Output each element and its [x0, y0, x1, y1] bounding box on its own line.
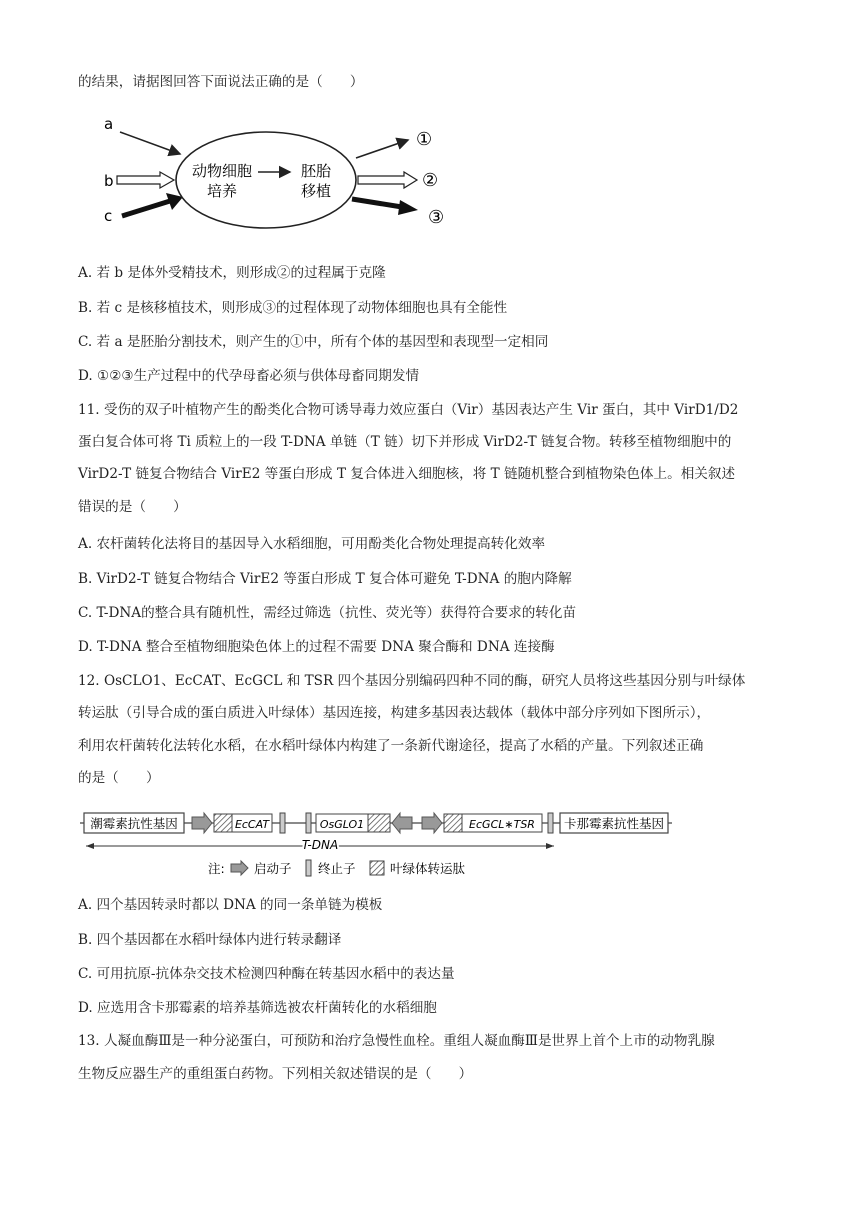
arrow-b [117, 172, 174, 188]
legend-promoter: 启动子 [254, 861, 292, 876]
right-marker-label: 卡那霉素抗性基因 [563, 816, 665, 831]
figure-vector-map [0, 800, 860, 880]
intro-text: 的结果，请据图回答下面说法正确的是（ ） [78, 74, 364, 90]
legend-promoter-icon [231, 861, 248, 875]
q12-option-c: C. 可用抗原-抗体杂交技术检测四种酶在转基因水稻中的表达量 [78, 966, 455, 982]
arrow-out-2 [358, 172, 417, 188]
q12-option-a: A. 四个基因转录时都以 DNA 的同一条单链为模板 [78, 897, 383, 913]
q11-stem-2: 蛋白复合体可将 Ti 质粒上的一段 T-DNA 单链（T 链）切下并形成 VirD2-T 链复合物。转移至植物细胞中的 [78, 434, 732, 450]
q11-option-d: D. T-DNA 整合至植物细胞染色体上的过程不需要 DNA 聚合酶和 DNA 连接酶 [78, 639, 555, 655]
q11-option-c: C. T-DNA的整合具有随机性，需经过筛选（抗性、荧光等）获得符合要求的转化苗 [78, 605, 577, 621]
gene2-label: OsGLO1 [319, 818, 365, 831]
output-1: ① [416, 129, 433, 150]
q10-option-d: D. ①②③生产过程中的代孕母畜必须与供体母畜同期发情 [78, 368, 420, 384]
gene3-label: EcGCL∗TSR [469, 818, 535, 831]
promoter-3 [422, 813, 442, 833]
legend-terminator: 终止子 [318, 861, 356, 876]
q11-stem-1: 11. 受伤的双子叶植物产生的酚类化合物可诱导毒力效应蛋白（Vir）基因表达产生 Vir 蛋白，其中 VirD1/D2 [78, 402, 739, 418]
q10-option-b: B. 若 c 是核移植技术，则形成③的过程体现了动物体细胞也具有全能性 [78, 300, 508, 316]
arrow-out-1 [356, 140, 408, 158]
q12-stem-2: 转运肽（引导合成的蛋白质进入叶绿体）基因连接，构建多基因表达载体（载体中部分序列如下图所示）， [78, 705, 711, 721]
legend-note: 注: [208, 861, 225, 876]
promoter-1 [192, 813, 212, 833]
terminator-2 [306, 813, 311, 833]
tdna-label: T-DNA [301, 838, 339, 852]
input-a-label: a [104, 115, 114, 133]
process-ellipse [176, 132, 356, 228]
q11-stem-4: 错误的是（ ） [78, 499, 187, 515]
q13-stem-1: 13. 人凝血酶Ⅲ是一种分泌蛋白，可预防和治疗急慢性血栓。重组人凝血酶Ⅲ是世界上首个上市的动物乳腺 [78, 1033, 715, 1049]
arrow-a [120, 132, 180, 154]
arrow-c [122, 201, 170, 216]
legend-transit-icon [370, 861, 384, 875]
q11-stem-3: VirD2-T 链复合物结合 VirE2 等蛋白形成 T 复合体进入细胞核，将 T 链随机整合到植物染色体上。相关叙述 [78, 466, 736, 482]
legend-transit: 叶绿体转运肽 [390, 861, 466, 876]
box-left-line2: 培养 [206, 182, 238, 200]
box-right-line2: 移植 [300, 182, 332, 200]
q12-option-b: B. 四个基因都在水稻叶绿体内进行转录翻译 [78, 932, 342, 948]
q11-option-b: B. VirD2-T 链复合物结合 VirE2 等蛋白形成 T 复合体可避免 T-DNA 的胞内降解 [78, 571, 572, 587]
input-b-label: b [104, 172, 114, 190]
legend-terminator-icon [306, 860, 311, 876]
gene1-label: EcCAT [234, 818, 270, 831]
q12-stem-1: 12. OsCLO1、EcCAT、EcGCL 和 TSR 四个基因分别编码四种不同的酶，研究人员将这些基因分别与叶绿体 [78, 673, 746, 689]
promoter-2 [392, 813, 412, 833]
terminator-3 [548, 813, 553, 833]
terminator-1 [280, 813, 285, 833]
arrow-out-3 [352, 199, 402, 207]
output-3: ③ [428, 207, 445, 228]
q10-option-c: C. 若 a 是胚胎分割技术，则产生的①中，所有个体的基因型和表现型一定相同 [78, 334, 549, 350]
box-right-line1: 胚胎 [300, 162, 332, 180]
q12-stem-4: 的是（ ） [78, 770, 160, 786]
output-2: ② [422, 170, 439, 191]
left-marker-label: 潮霉素抗性基因 [90, 816, 178, 831]
q13-stem-2: 生物反应器生产的重组蛋白药物。下列相关叙述错误的是（ ） [78, 1066, 473, 1082]
q12-option-d: D. 应选用含卡那霉素的培养基筛选被农杆菌转化的水稻细胞 [78, 1000, 437, 1016]
q10-option-a: A. 若 b 是体外受精技术，则形成②的过程属于克隆 [78, 265, 386, 281]
box-left-line1: 动物细胞 [191, 162, 253, 180]
q12-stem-3: 利用农杆菌转化法转化水稻，在水稻叶绿体内构建了一条新代谢途径，提高了水稻的产量。下列叙述正确 [78, 738, 704, 754]
input-c-label: c [104, 207, 113, 225]
q11-option-a: A. 农杆菌转化法将目的基因导入水稻细胞，可用酚类化合物处理提高转化效率 [78, 536, 546, 552]
